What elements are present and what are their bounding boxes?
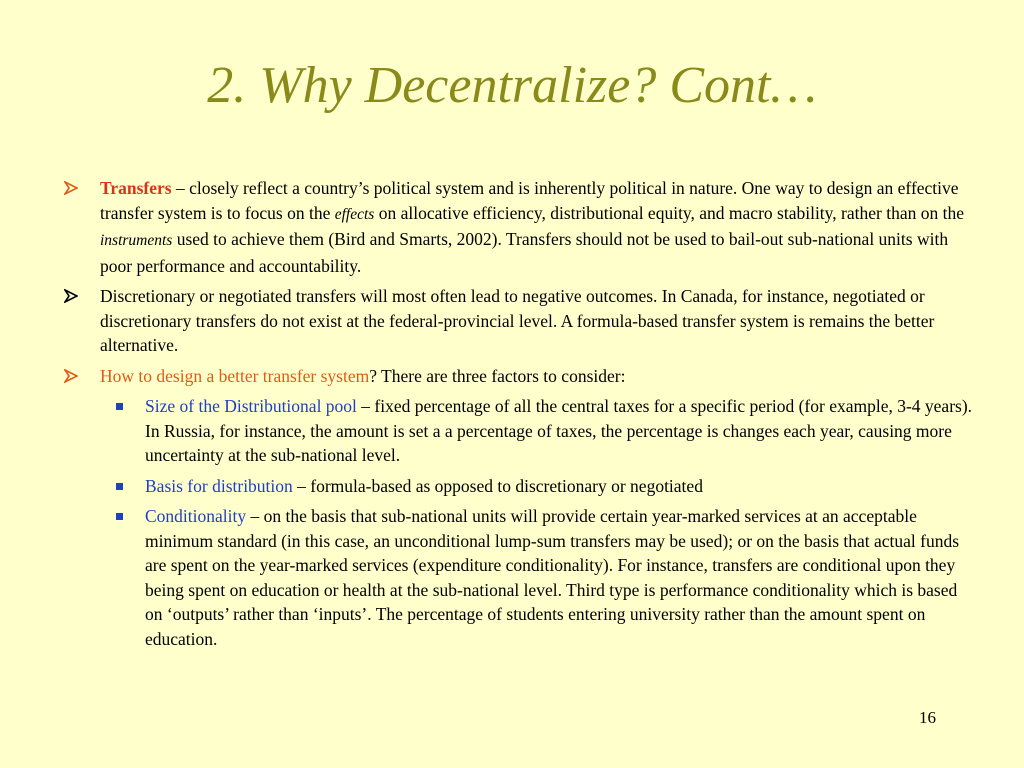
bullet-text: ? There are three factors to consider:	[369, 365, 626, 386]
bullet-discretionary	[64, 284, 974, 358]
sub-item-lead: Basis for distribution	[145, 475, 293, 496]
square-bullet-icon	[116, 403, 123, 410]
bullet-transfers	[64, 176, 974, 278]
sub-item-lead: Size of the Distributional pool	[145, 396, 357, 416]
square-bullet-icon	[116, 483, 123, 490]
page-number: 16	[919, 708, 936, 727]
bullet-design	[64, 364, 974, 389]
bullet-lead-design: How to design a better transfer system	[100, 365, 370, 386]
sub-item-text: – fixed percentage of all the central taxes for a specific period (for example, 3-4 years). In Russia, for instance, the amount is set a a percentage of taxes, the percentage is changes each year, causing more uncertainty at the sub-national level.	[145, 396, 973, 465]
square-bullet-icon	[116, 513, 123, 520]
bullet-lead-transfers: Transfers	[100, 178, 172, 198]
sub-item-conditionality	[64, 504, 974, 651]
bullet-text: – closely reflect a country’s political system and is inherently political in nature. One way to design an effective transfer system is to focus on the	[100, 178, 959, 223]
sub-item-text: – on the basis that sub-national units will provide certain year-marked services at an acceptable minimum standard (in this case, an unconditional lump-sum transfers may be used); or on the basis that actual funds are spent on the year-marked services (expenditure conditionality). For instance, transfers are conditional upon they being spent on education or health at the sub-national level. Third type is performance conditionality which is based on ‘outputs’ rather than ‘inputs’. The percentage of students entering university rather than the amount spent on education.	[145, 506, 960, 649]
arrow-bullet-icon	[64, 284, 86, 308]
sub-item-text: – formula-based as opposed to discretionary or negotiated	[292, 475, 703, 496]
bullet-text: used to achieve them (Bird and Smarts, 2002). Transfers should not be used to bail-out sub-national units with poor performance and accountability.	[100, 229, 949, 276]
arrow-bullet-icon	[64, 176, 86, 200]
sub-item-lead: Conditionality	[145, 506, 247, 526]
slide-title: 2. Why Decentralize? Cont…	[207, 57, 817, 114]
bullet-text: on allocative efficiency, distributional equity, and macro stability, rather than on the	[374, 202, 964, 223]
emphasis-effects: effects	[334, 205, 375, 223]
sub-item-distributional-pool	[64, 394, 974, 468]
sub-item-basis	[64, 474, 974, 499]
slide-body	[64, 176, 974, 657]
bullet-text: Discretionary or negotiated transfers will most often lead to negative outcomes. In Canada, for instance, negotiated or discretionary transfers do not exist at the federal-provincial level. A formula-based transfer system is remains the better alternative.	[100, 286, 935, 355]
arrow-bullet-icon	[64, 364, 86, 388]
emphasis-instruments: instruments	[100, 232, 173, 249]
